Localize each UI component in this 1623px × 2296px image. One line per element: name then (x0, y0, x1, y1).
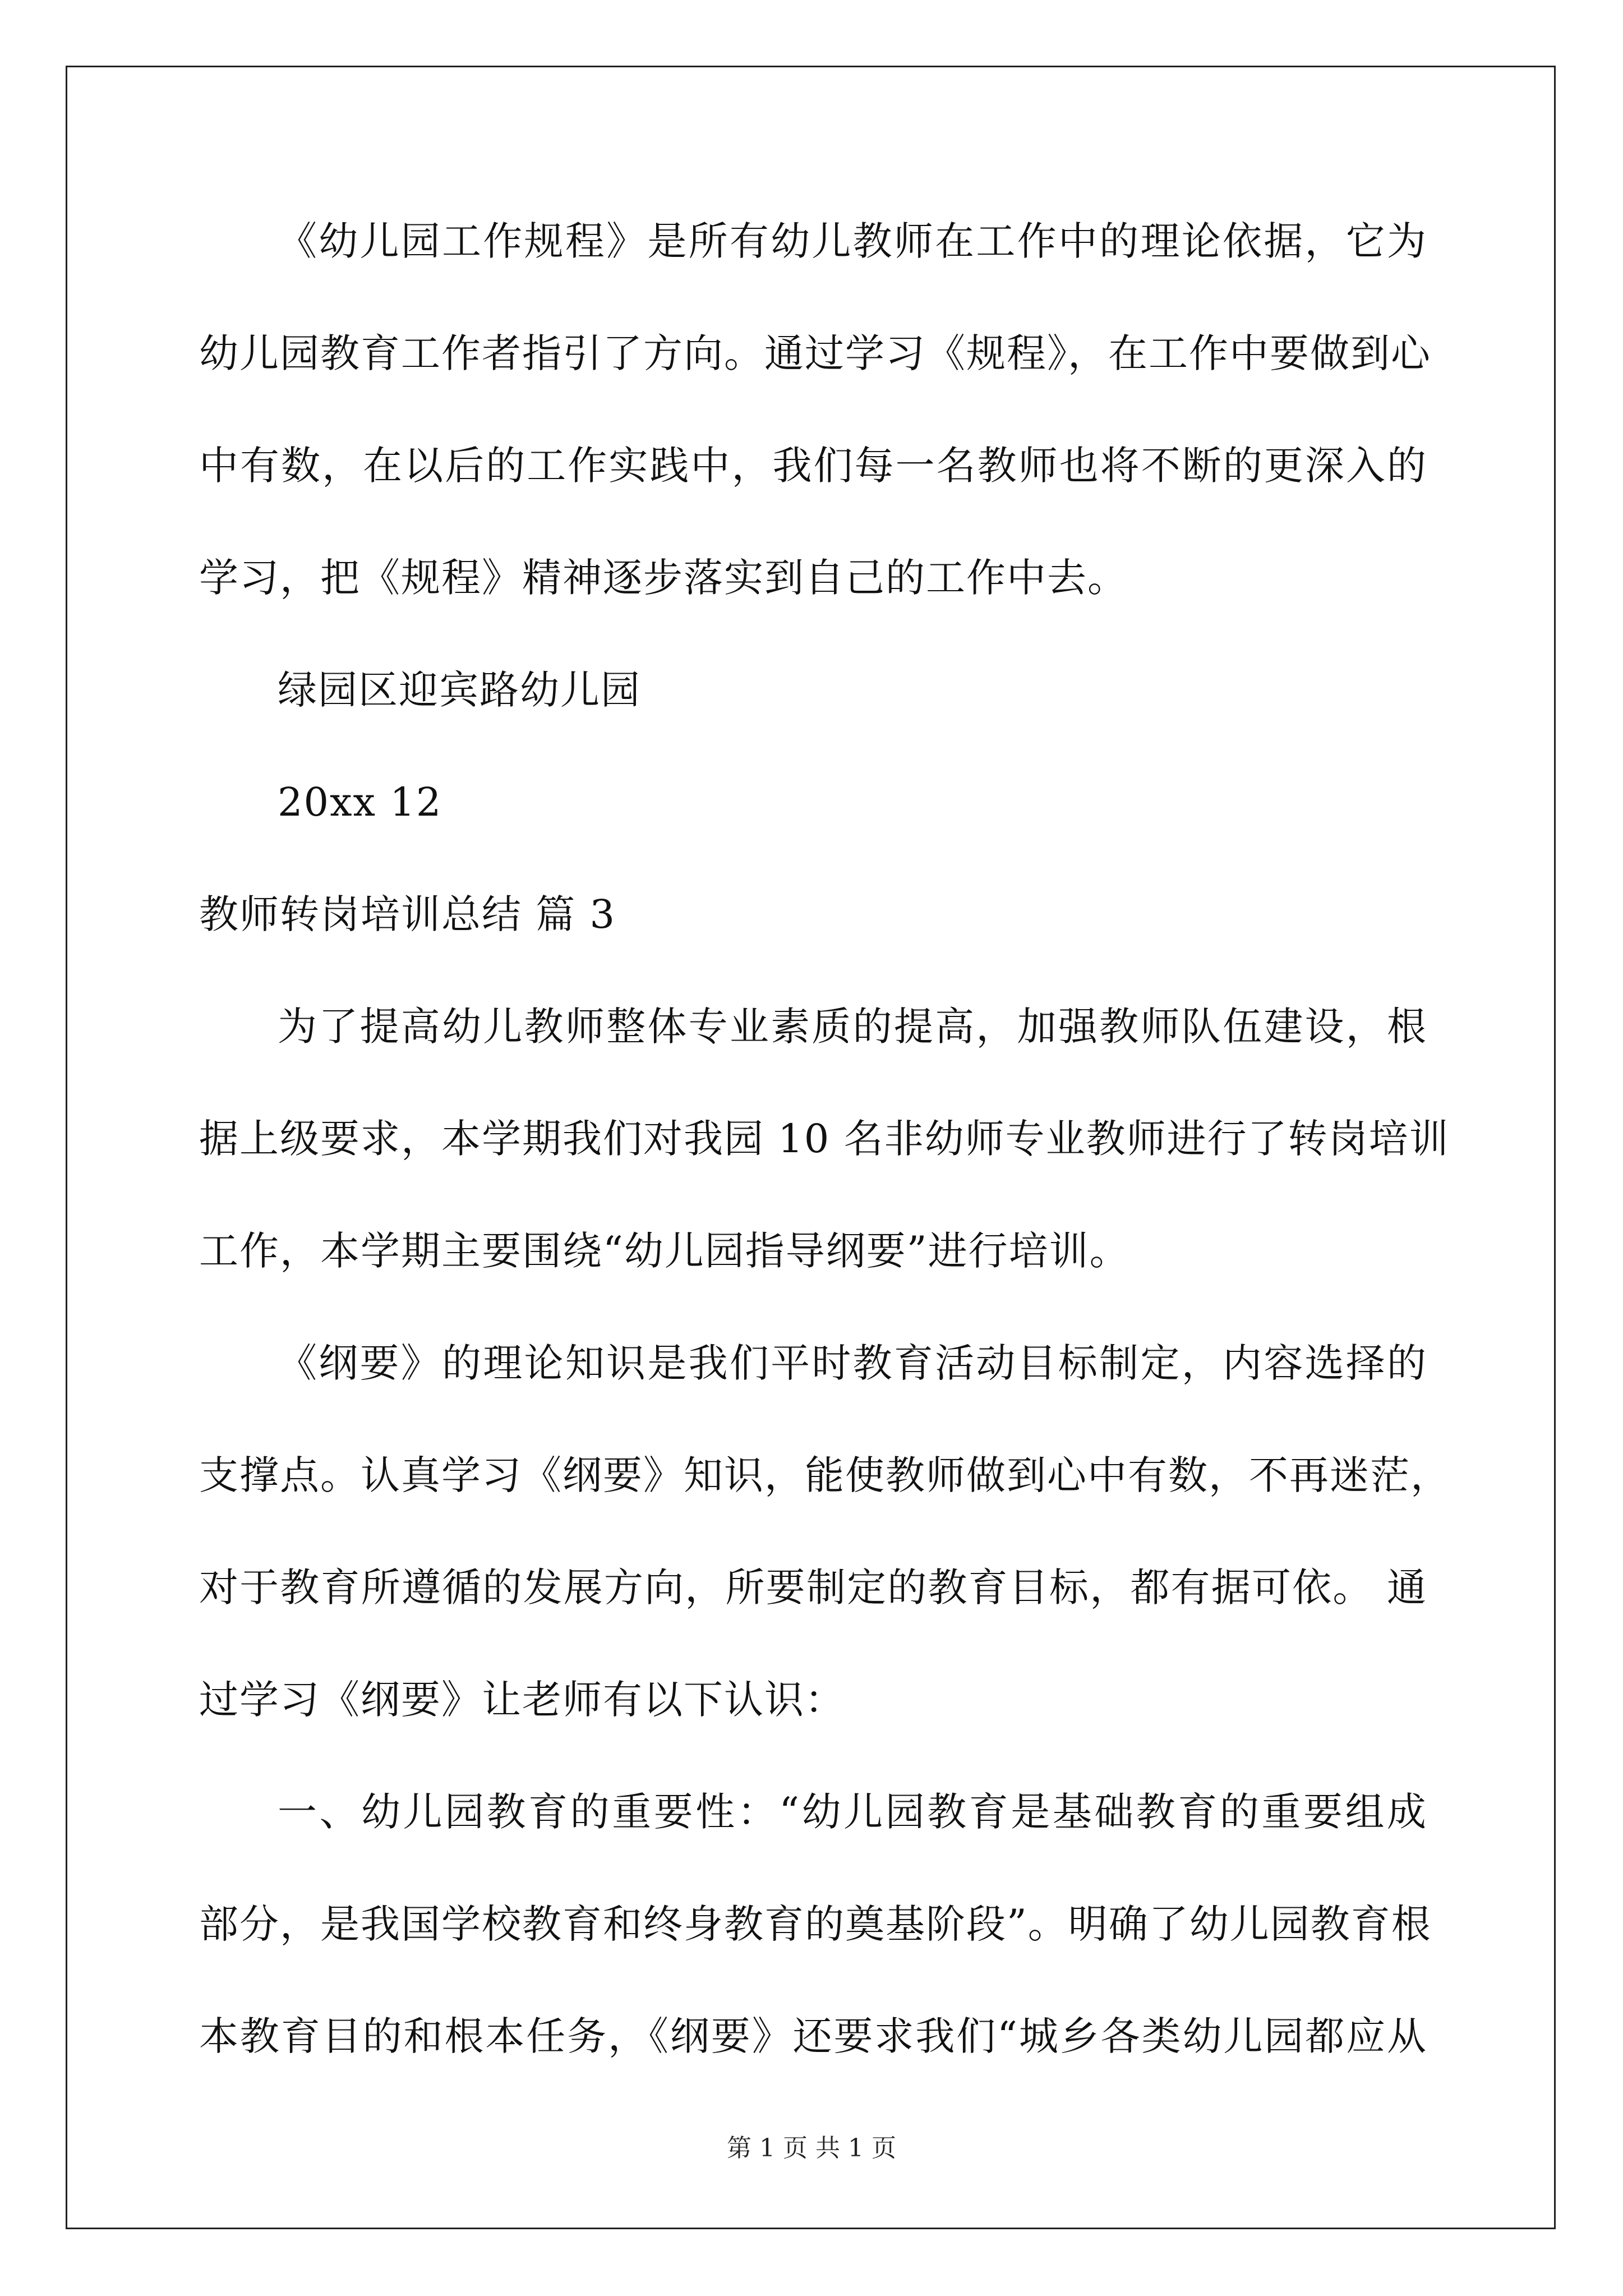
paragraph-line: 为了提高幼儿教师整体专业素质的提高，加强教师队伍建设，根 (278, 1004, 1427, 1050)
page-number-footer: 第 1 页 共 1 页 (727, 2134, 896, 2162)
paragraph-line: 工作，本学期主要围绕“幼儿园指导纲要”进行培训。 (199, 1228, 1130, 1274)
paragraph-line: 部分，是我国学校教育和终身教育的奠基阶段”。明确了幼儿园教育根 (199, 1901, 1432, 1947)
paragraph-line: 《幼儿园工作规程》是所有幼儿教师在工作中的理论依据，它为 (278, 218, 1427, 264)
paragraph-line: 一、幼儿园教育的重要性：“幼儿园教育是基础教育的重要组成 (278, 1789, 1427, 1835)
paragraph-line: 《纲要》的理论知识是我们平时教育活动目标制定，内容选择的 (278, 1340, 1427, 1386)
date-line: 20xx 12 (278, 779, 442, 825)
paragraph-line: 学习，把《规程》精神逐步落实到自己的工作中去。 (199, 555, 1128, 601)
paragraph-line: 支撑点。认真学习《纲要》知识，能使教师做到心中有数，不再迷茫， (199, 1452, 1451, 1498)
paragraph-line: 幼儿园教育工作者指引了方向。通过学习《规程》，在工作中要做到心 (199, 330, 1431, 376)
paragraph-line: 本教育目的和根本任务，《纲要》还要求我们“城乡各类幼儿园都应从 (199, 2013, 1427, 2059)
paragraph-line: 中有数，在以后的工作实践中，我们每一名教师也将不断的更深入的 (199, 443, 1427, 489)
section-heading: 教师转岗培训总结 篇 3 (199, 891, 616, 937)
paragraph-line: 对于教育所遵循的发展方向，所要制定的教育目标，都有据可依。 通 (199, 1565, 1427, 1611)
paragraph-line: 据上级要求，本学期我们对我园 10 名非幼师专业教师进行了转岗培训 (199, 1116, 1450, 1162)
paragraph-line: 过学习《纲要》让老师有以下认识： (199, 1677, 845, 1723)
organization-name: 绿园区迎宾路幼儿园 (278, 667, 641, 713)
